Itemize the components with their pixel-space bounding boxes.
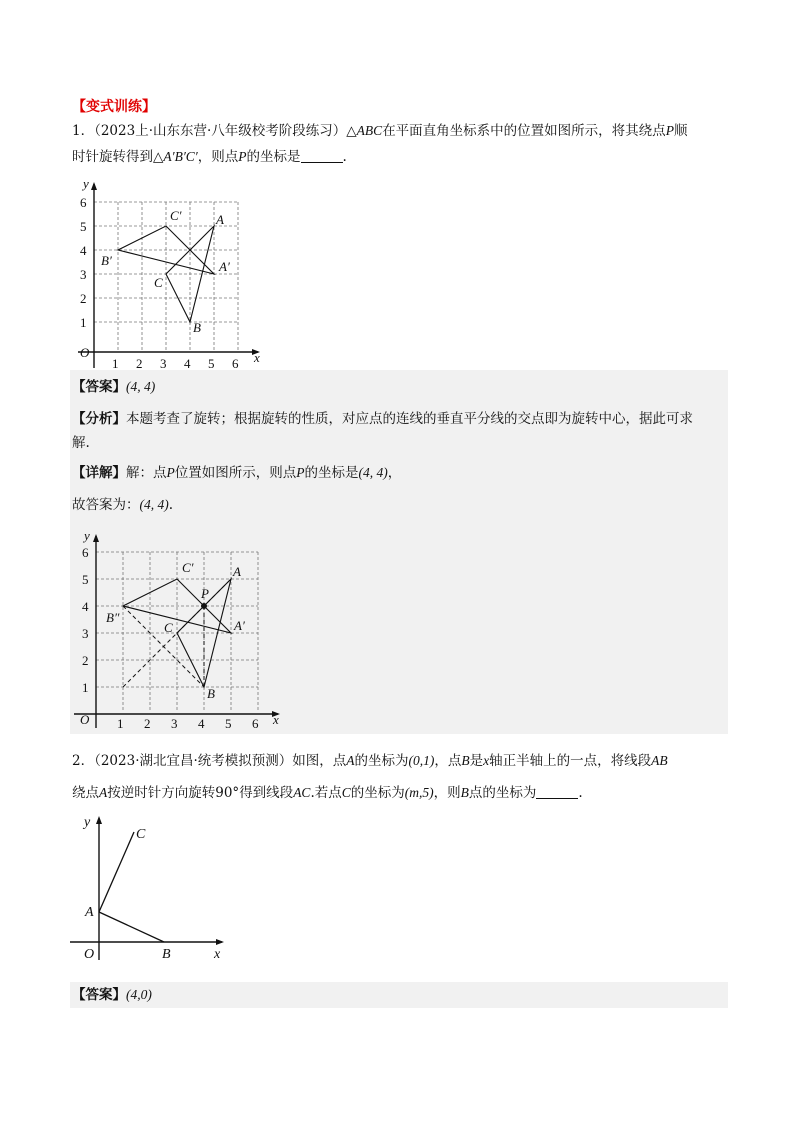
a2-answer-value: (4,0) bbox=[126, 987, 152, 1002]
q2-l2-text-b: 按逆时针方向旋转 bbox=[107, 785, 216, 801]
q2-l2-text-e: 的坐标为 bbox=[350, 785, 405, 801]
graph1-ytick: 4 bbox=[80, 243, 87, 258]
a2-answer-line bbox=[72, 984, 152, 1006]
q2-number: 2． bbox=[72, 753, 95, 769]
graph1-ytick: 5 bbox=[80, 219, 87, 234]
q2-line2 bbox=[72, 782, 583, 804]
graph1-ytick: 2 bbox=[80, 291, 87, 306]
graph1-label-b: B bbox=[193, 320, 201, 335]
q1-number: 1． bbox=[72, 123, 95, 139]
q2-text-e: 轴正半轴上的一点，将线段 bbox=[489, 753, 652, 769]
a1-detail-text-c: 的坐标是 bbox=[304, 465, 359, 481]
q2-source: （2023·湖北宜昌·统考模拟预测） bbox=[94, 753, 293, 769]
q2-answer-blank[interactable] bbox=[536, 784, 578, 799]
q2-l2-text-f: ，则 bbox=[433, 785, 461, 801]
q1-l2-text-c: 的坐标是 bbox=[246, 149, 301, 165]
q2-l2-segment-ac: AC bbox=[293, 785, 311, 800]
q1-point: P bbox=[665, 123, 674, 138]
graph2-origin: O bbox=[80, 712, 90, 727]
graph1-label-b-prime: B′ bbox=[101, 253, 112, 268]
a1-detail-label: 【详解】 bbox=[72, 465, 126, 481]
q2-x: x bbox=[483, 753, 490, 768]
q1-triangle: △ABC bbox=[346, 123, 383, 138]
q2-segment-ab: AB bbox=[651, 753, 668, 768]
a1-analysis-text: 本题考查了旋转；根据旋转的性质，对应点的连线的垂直平分线的交点即为旋转中心，据此可求 bbox=[126, 411, 693, 427]
q1-l2-triangle: △A′B′C′ bbox=[153, 149, 198, 164]
section-title: 【变式训练】 bbox=[72, 99, 156, 115]
graph2-xtick: 2 bbox=[144, 716, 151, 731]
q1-line1 bbox=[72, 120, 687, 142]
graph3-label-a: A bbox=[85, 905, 94, 920]
q2-text-b: 的坐标为 bbox=[354, 753, 409, 769]
graph1-ytick: 3 bbox=[80, 267, 87, 282]
graph1-x-label: x bbox=[254, 350, 260, 365]
graph2-xtick: 6 bbox=[252, 716, 259, 731]
q1-l2-end: . bbox=[342, 149, 347, 165]
graph3-segment-ac bbox=[99, 832, 134, 912]
a1-answer-line bbox=[72, 376, 155, 398]
graph2-label-c-prime: C′ bbox=[182, 560, 194, 575]
q2-point-a: A bbox=[346, 753, 355, 768]
graph1 bbox=[68, 172, 278, 368]
graph1-xtick: 3 bbox=[160, 356, 167, 368]
graph1-y-arrow bbox=[91, 182, 97, 190]
a1-detail-value: (4, 4) bbox=[358, 465, 388, 480]
graph2-ytick: 2 bbox=[82, 653, 89, 668]
graph1-xtick: 1 bbox=[112, 356, 119, 368]
q1-source: （2023上·山东东营·八年级校考阶段练习） bbox=[94, 123, 347, 139]
graph3-segment-ab bbox=[99, 912, 164, 942]
graph1-origin: O bbox=[80, 345, 90, 360]
graph2-ytick: 3 bbox=[82, 626, 89, 641]
graph3 bbox=[66, 810, 236, 970]
graph2-x-label: x bbox=[273, 712, 279, 727]
graph3-origin: O bbox=[84, 947, 95, 962]
q2-text-d: 是 bbox=[469, 753, 484, 769]
graph1-y-label: y bbox=[83, 176, 89, 191]
graph2-y-arrow bbox=[93, 534, 99, 542]
a1-answer-value: (4, 4) bbox=[126, 379, 156, 394]
q1-l2-text: 时针旋转得到 bbox=[72, 149, 153, 165]
a1-conclusion-line bbox=[72, 494, 173, 516]
a1-detail-text: 解：点 bbox=[126, 465, 167, 481]
q1-line2 bbox=[72, 146, 347, 168]
graph1-label-a: A bbox=[216, 212, 224, 227]
graph2-label-b-prime: B″ bbox=[106, 610, 120, 625]
q2-l2-text-g: 点的坐标为 bbox=[468, 785, 537, 801]
q1-l2-text-b: ，则点 bbox=[197, 149, 239, 165]
q2-l2-point-c: C bbox=[341, 785, 351, 800]
graph1-xtick: 2 bbox=[136, 356, 143, 368]
a1-analysis-line2 bbox=[72, 432, 90, 454]
q2-l2-point-b: B bbox=[460, 785, 469, 800]
graph1-xtick: 6 bbox=[232, 356, 239, 368]
graph2-label-a-prime: A′ bbox=[234, 618, 245, 633]
graph1-xtick: 4 bbox=[184, 356, 191, 368]
a1-conclusion-value: (4, 4) bbox=[139, 497, 169, 512]
graph3-y-label: y bbox=[84, 815, 91, 830]
q2-text: 如图，点 bbox=[292, 753, 347, 769]
q2-l2-text-c: 得到线段 bbox=[239, 785, 294, 801]
a1-answer-label: 【答案】 bbox=[72, 379, 126, 395]
graph2-point-p bbox=[201, 603, 207, 609]
graph2-label-b: B bbox=[207, 686, 215, 701]
graph3-x-arrow bbox=[216, 939, 224, 945]
graph2-xtick: 4 bbox=[198, 716, 205, 731]
graph1-ytick: 6 bbox=[80, 195, 87, 210]
a1-conclusion-end: . bbox=[168, 497, 174, 513]
graph2-xtick: 1 bbox=[117, 716, 124, 731]
graph2-ytick: 1 bbox=[82, 680, 89, 695]
graph2-xtick: 3 bbox=[171, 716, 178, 731]
a1-analysis-line1 bbox=[72, 408, 693, 430]
q1-text: 在平面直角坐标系中的位置如图所示，将其绕点 bbox=[382, 123, 666, 139]
graph2-label-p: P bbox=[201, 586, 209, 601]
graph1-label-a-prime: A′ bbox=[219, 259, 230, 274]
a1-detail-point-2: P bbox=[296, 465, 305, 480]
graph2 bbox=[66, 528, 286, 732]
q2-l2-degree: 90° bbox=[215, 785, 240, 801]
a1-detail-end: ， bbox=[387, 465, 402, 481]
q2-coord-a: (0,1) bbox=[408, 753, 435, 768]
graph1-ytick: 1 bbox=[80, 315, 87, 330]
graph2-label-c: C bbox=[164, 620, 173, 635]
q1-text-end: 顺 bbox=[673, 123, 688, 139]
graph1-label-c-prime: C′ bbox=[170, 208, 182, 223]
a1-analysis-label: 【分析】 bbox=[72, 411, 126, 427]
q2-l2-text: 绕点 bbox=[72, 785, 99, 801]
a1-conclusion-text: 故答案为： bbox=[72, 497, 140, 513]
q2-line1 bbox=[72, 750, 668, 772]
answer2-block bbox=[70, 982, 728, 1008]
graph1-xtick: 5 bbox=[208, 356, 215, 368]
a1-detail-text-b: 位置如图所示，则点 bbox=[174, 465, 297, 481]
graph3-label-c: C bbox=[136, 827, 146, 842]
q2-l2-point-a: A bbox=[99, 785, 108, 800]
q2-text-c: ，点 bbox=[434, 753, 462, 769]
graph3-y-arrow bbox=[96, 816, 102, 824]
q2-point-b: B bbox=[461, 753, 470, 768]
graph2-ytick: 6 bbox=[82, 545, 89, 560]
graph1-label-c: C bbox=[154, 275, 163, 290]
graph2-label-a: A bbox=[233, 564, 241, 579]
q1-answer-blank[interactable] bbox=[301, 148, 343, 163]
graph2-xtick: 5 bbox=[225, 716, 232, 731]
graph2-y-label: y bbox=[84, 528, 90, 543]
a1-detail-point: P bbox=[166, 465, 175, 480]
graph2-ytick: 4 bbox=[82, 599, 89, 614]
q2-l2-end: . bbox=[578, 785, 583, 801]
graph3-label-b: B bbox=[162, 947, 171, 962]
graph2-ytick: 5 bbox=[82, 572, 89, 587]
q2-l2-coord-c: (m,5) bbox=[404, 785, 434, 800]
a2-answer-label: 【答案】 bbox=[72, 987, 126, 1003]
a1-analysis-text-2: 解. bbox=[72, 435, 90, 451]
graph3-x-label: x bbox=[214, 947, 221, 962]
a1-detail-line bbox=[72, 462, 401, 484]
q1-l2-point: P bbox=[238, 149, 247, 164]
q2-l2-text-d: .若点 bbox=[310, 785, 342, 801]
